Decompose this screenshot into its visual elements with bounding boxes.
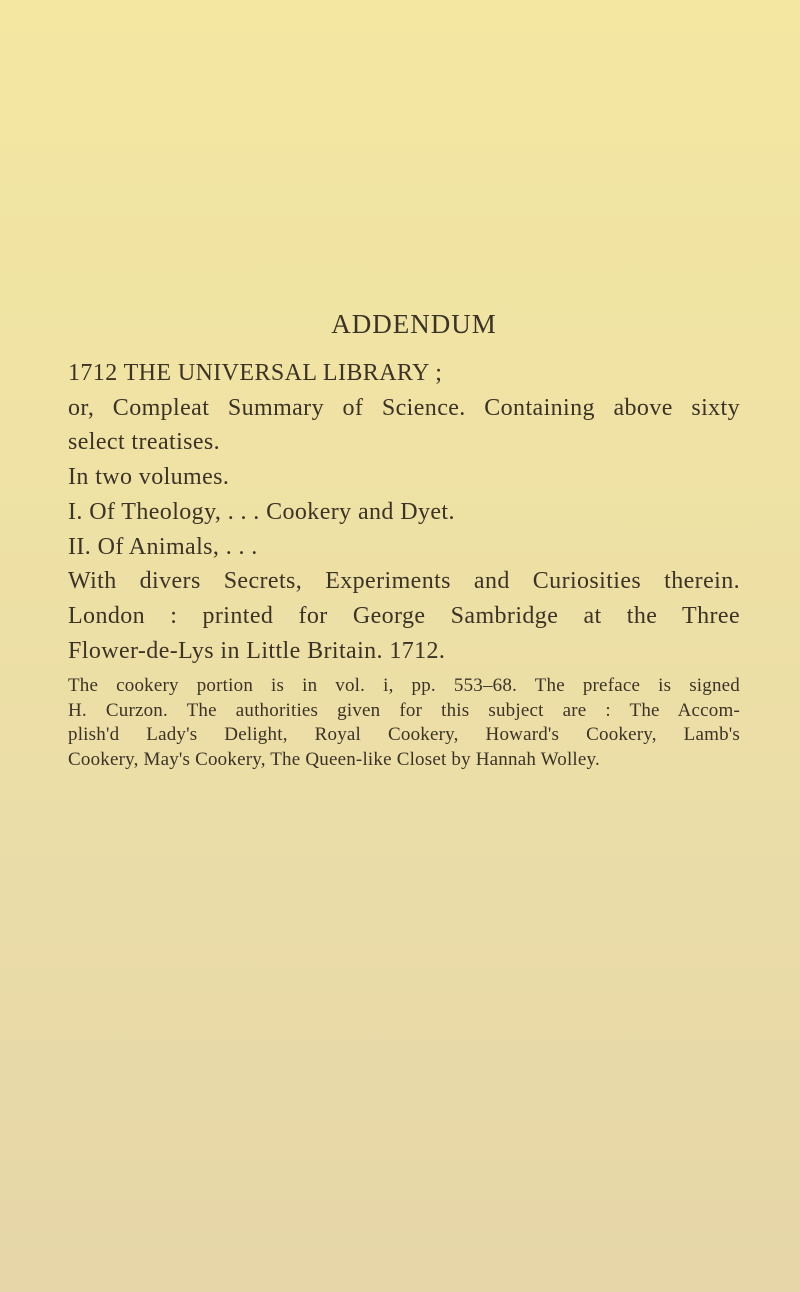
entry-line: Flower-de-Lys in Little Britain. 1712. [68,637,446,664]
entry-line: London : printed for George Sambridge at the Three [68,602,740,629]
note-line: The cookery portion is in vol. i, pp. 553–68. The preface is signed [68,675,740,697]
note-line: H. Curzon. The authorities given for this subject are : The Accom- [68,699,740,721]
editorial-note [68,674,740,772]
entry-line: In two volumes. [68,464,230,491]
entry-title-line: 1712 THE UNIVERSAL LIBRARY ; [68,360,443,386]
note-line: plish'd Lady's Delight, Royal Cookery, Howard's Cookery, Lamb's [68,724,740,746]
document-body [68,302,740,772]
note-line: Cookery, May's Cookery, The Queen-like Closet by Hannah Wolley. [68,748,600,770]
bibliographic-entry [68,356,740,668]
entry-line: select treatises. [68,429,221,456]
entry-line: With divers Secrets, Experiments and Curiosities therein. [68,568,740,595]
entry-line: or, Compleat Summary of Science. Containing above sixty [68,394,740,421]
entry-line: I. Of Theology, . . . Cookery and Dyet. [68,498,455,525]
entry-line: II. Of Animals, . . . [68,533,258,560]
section-heading: ADDENDUM [331,309,497,339]
